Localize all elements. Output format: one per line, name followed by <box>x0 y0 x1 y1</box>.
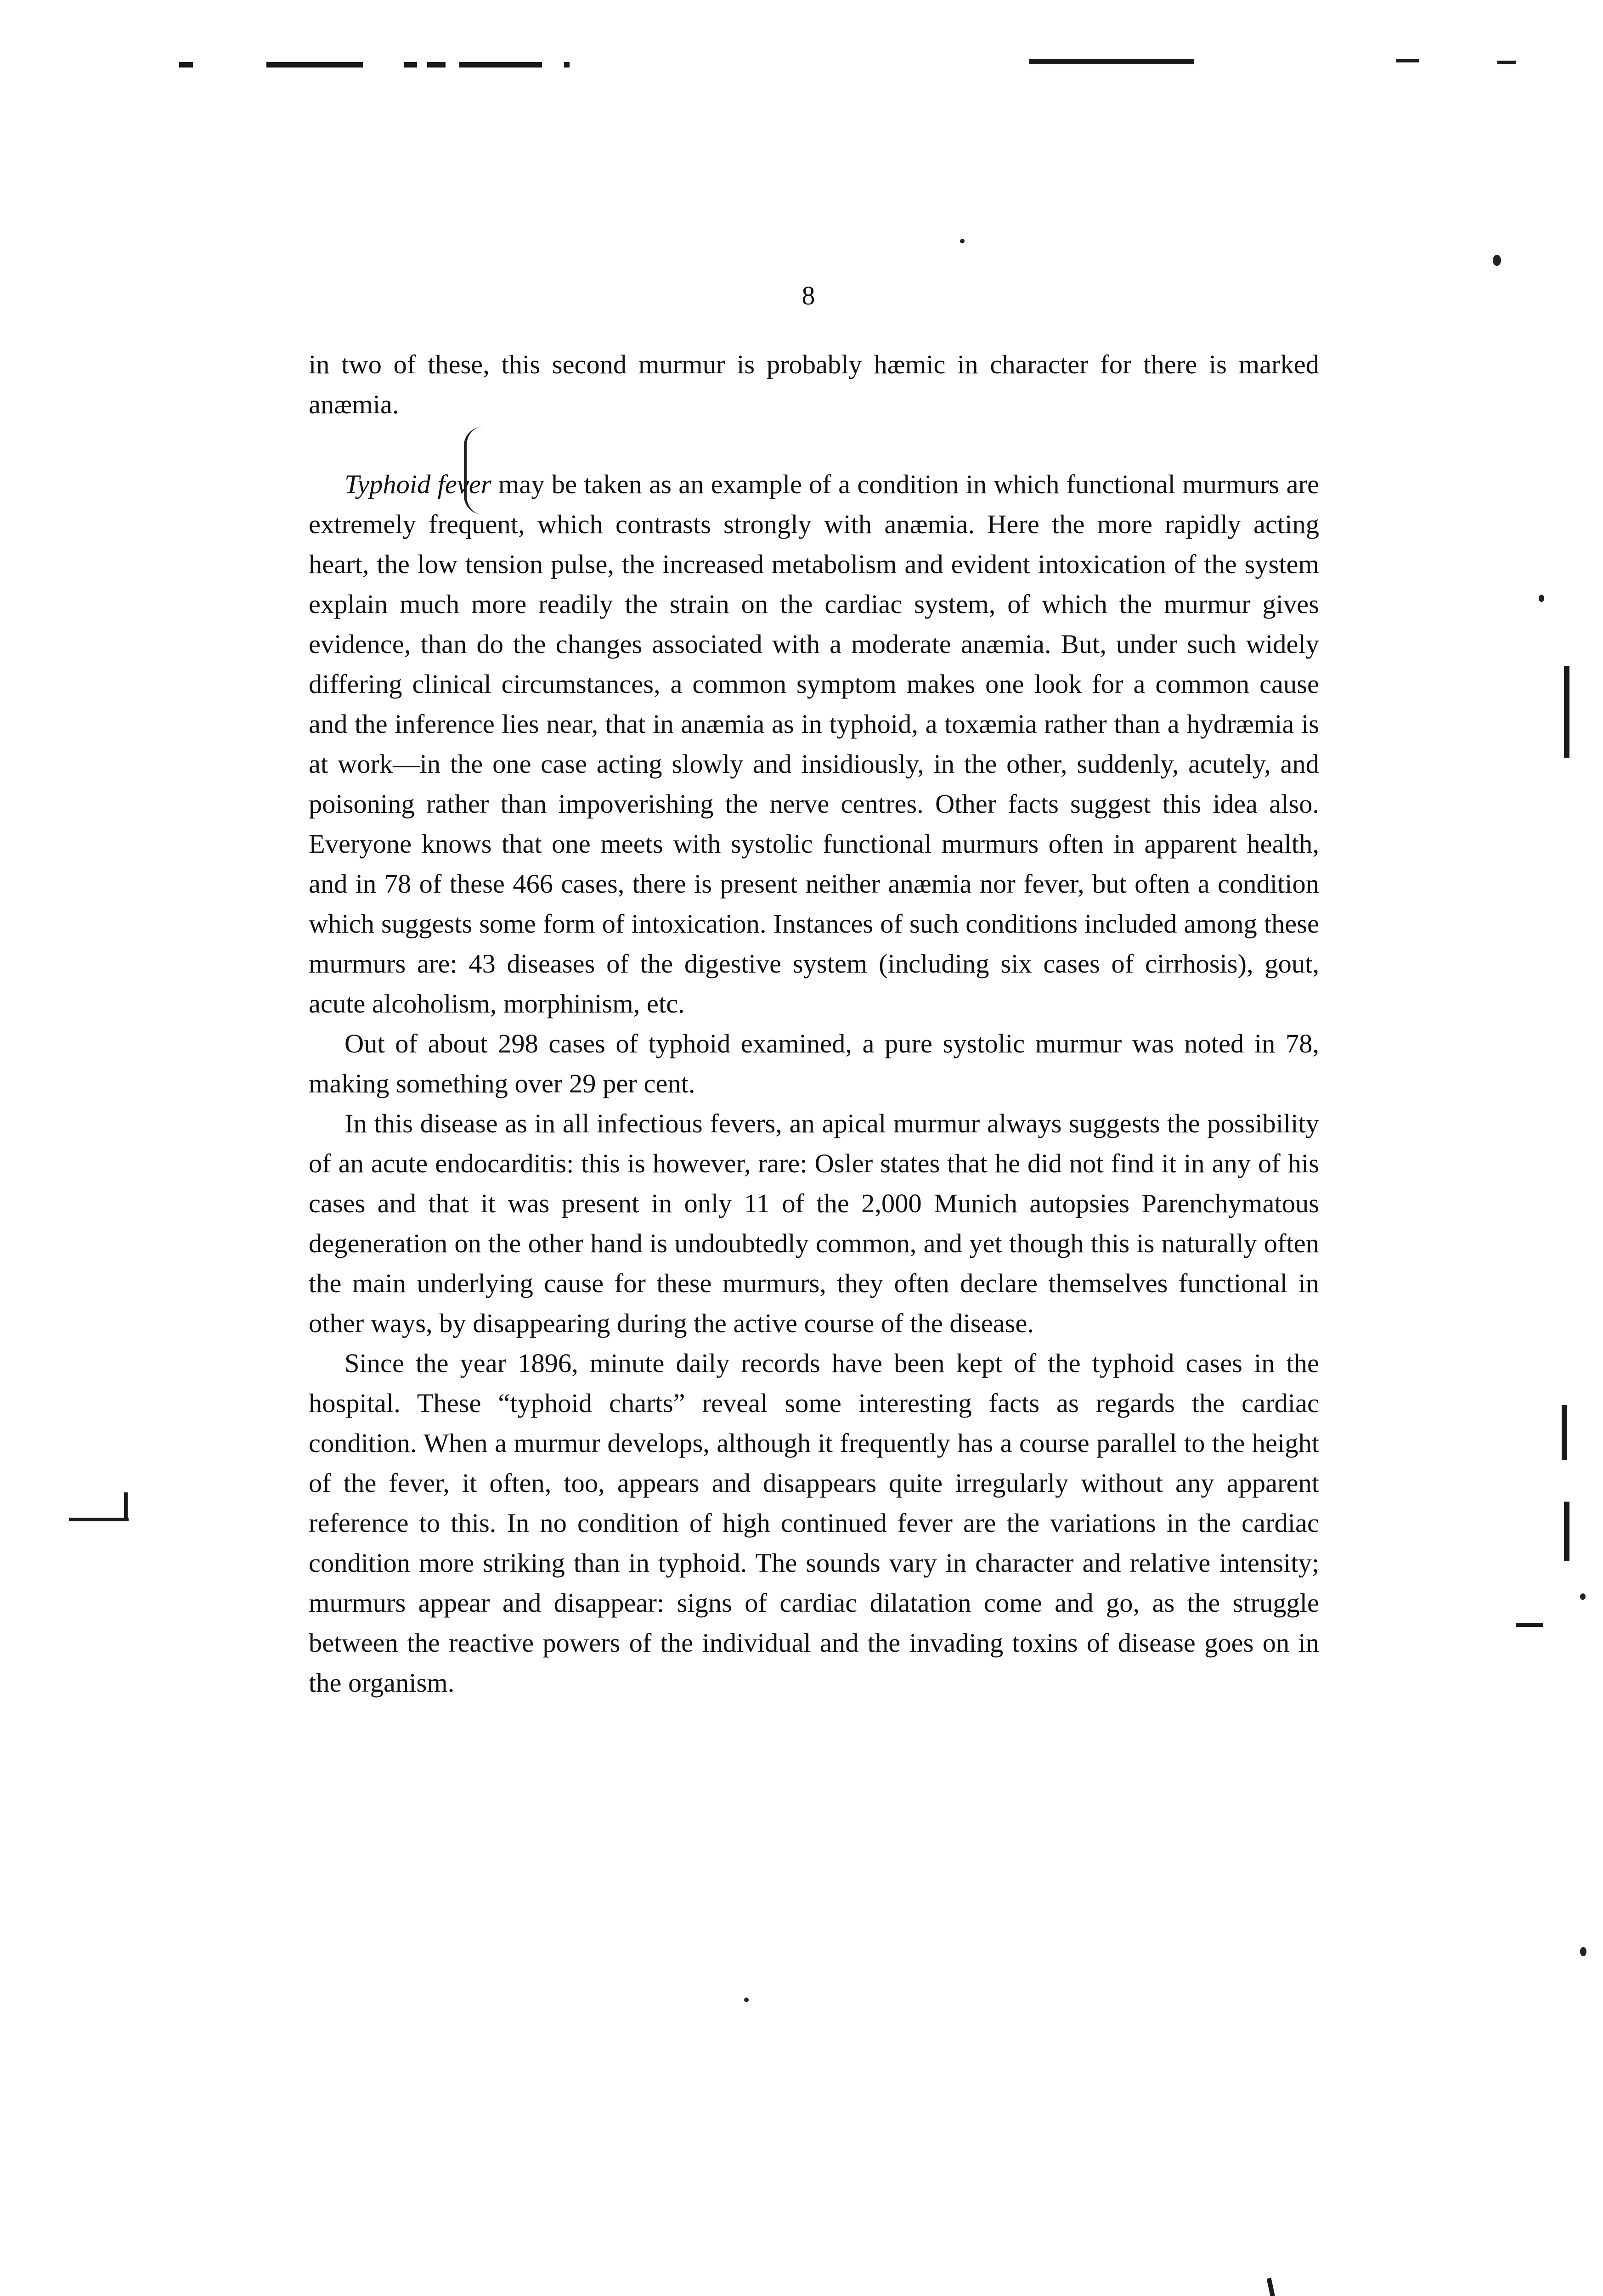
scan-artifact-top-left <box>179 62 193 68</box>
margin-mark <box>69 1518 129 1521</box>
scan-artifact-top-right <box>1029 59 1194 64</box>
margin-mark <box>1564 666 1569 758</box>
margin-mark <box>1562 1405 1567 1460</box>
scan-speck <box>960 239 965 243</box>
margin-mark <box>1516 1623 1543 1627</box>
paragraph-text: may be taken as an example of a condition in which functional murmurs are extremely frequent, which contrasts strongly with anæmia. Here the more rapidly acting heart, the low tension pulse, the increased metabolism and evident intoxication of the system explain much more readily the strain on the cardiac system, of which the murmur gives evidence, than do the changes associated with a moderate anæmia. But, under such widely differing clinical circumstances, a common symptom makes one look for a common cause and the inference lies near, that in anæmia as in typhoid, a toxæmia rather than a hydræmia is at work—in the one case acting slowly and insidiously, in the other, suddenly, acutely, and poisoning rather than impoverishing the nerve centres. Other facts suggest this idea also. Everyone knows that one meets with systolic functional murmurs often in apparent health, and in 78 of these 466 cases, there is present neither anæmia nor fever, but often a condition which suggests some form of intoxication. Instances of such conditions included among these murmurs are: 43 diseases of the digestive system (including six cases of cirrhosis), gout, acute alcoholism, morphinism, etc. <box>309 469 1319 1019</box>
scan-speck <box>744 1998 749 2002</box>
scan-artifact-top-left <box>427 62 446 68</box>
paragraph-cases-examined: Out of about 298 cases of typhoid examined, a pure systolic murmur was noted in 78, making something over 29 per cent. <box>309 1029 1319 1098</box>
scan-artifact-top-right <box>1497 61 1516 64</box>
margin-mark <box>124 1492 128 1520</box>
margin-mark <box>1564 1502 1569 1561</box>
scan-speck <box>1493 255 1501 266</box>
body-text <box>309 344 1319 1703</box>
paragraph-continuation: in two of these, this second murmur is probably hæmic in character for there is marked anæmia. <box>309 349 1319 419</box>
margin-mark <box>1267 2278 1283 2296</box>
scan-artifact-top-right <box>1396 59 1419 62</box>
scan-artifact-top-left <box>404 62 417 68</box>
paragraph-infectious-fevers: In this disease as in all infectious fevers, an apical murmur always suggests the possibility of an acute endocarditis: this is however, rare: Osler states that he did not find it in any of his cases and that it was present in only 11 of the 2,000 Munich autopsies Parenchymatous degeneration on the other hand is undoubtedly common, and yet though this is naturally often the main underlying cause for these murmurs, they often declare themselves functional in other ways, by disappearing during the active course of the disease. <box>309 1109 1319 1338</box>
scan-speck <box>1580 1593 1586 1600</box>
scan-artifact-top-left <box>266 62 363 68</box>
scan-artifact-top-left <box>459 62 542 68</box>
paragraph-typhoid-fever <box>309 464 1319 1024</box>
paragraph-italic-lead: Typhoid fever <box>344 469 491 499</box>
page-number: 8 <box>802 281 815 310</box>
scan-artifact-top-left <box>564 62 570 68</box>
scan-speck <box>1539 595 1544 602</box>
scan-speck <box>1580 1947 1586 1956</box>
paragraph-typhoid-charts: Since the year 1896, minute daily records have been kept of the typhoid cases in the hospital. These “typhoid charts” reveal some interesting facts as regards the cardiac condition. When a murmur develops, although it frequently has a course parallel to the height of the fever, it often, too, appears and disappears quite irregularly without any apparent reference to this. In no condition of high continued fever are the variations in the cardiac condition more striking than in typhoid. The sounds vary in character and relative intensity; murmurs appear and disappear: signs of cardiac dilatation come and go, as the struggle between the reactive powers of the individual and the invading toxins of disease goes on in the organism. <box>309 1348 1319 1698</box>
